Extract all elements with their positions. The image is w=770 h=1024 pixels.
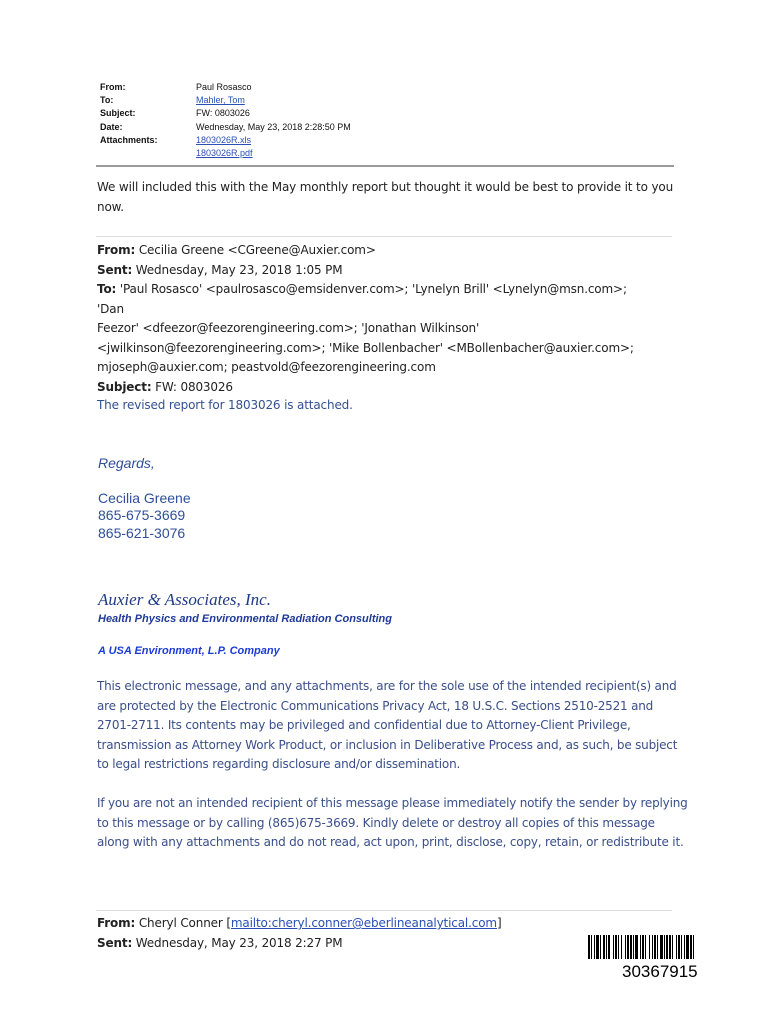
- forwarded-header: [97, 241, 657, 397]
- earlier-sent-value: Wednesday, May 23, 2018 2:27 PM: [132, 935, 343, 950]
- fwd-to-line-4: mjoseph@auxier.com; peastvold@feezorengineering.com: [97, 360, 436, 374]
- header-subject-label: Subject:: [100, 108, 136, 118]
- legal-p1-line: transmission as Attorney Work Product, or inclusion in Deliberative Process and, as such, be subject: [97, 737, 678, 752]
- header-divider: [96, 165, 674, 167]
- legal-paragraph-1: [97, 677, 677, 775]
- legal-p2-line: to this message or by calling (865)675-3669. Kindly delete or destroy all copies of this message: [97, 815, 655, 830]
- header-subject-value: FW: 0803026: [196, 108, 250, 118]
- fwd-from-value: Cecilia Greene <CGreene@Auxier.com>: [135, 243, 376, 257]
- fwd-subject-label: Subject:: [97, 379, 152, 394]
- forwarded-message: The revised report for 1803026 is attached.: [97, 398, 353, 412]
- header-date-value: Wednesday, May 23, 2018 2:28:50 PM: [196, 122, 351, 132]
- legal-p1-line: This electronic message, and any attachments, are for the sole use of the intended recipient(s) and: [97, 679, 677, 693]
- signature-name: Cecilia Greene: [98, 490, 191, 506]
- signature-regards: Regards,: [98, 455, 155, 471]
- company-tagline: Health Physics and Environmental Radiation Consulting: [98, 613, 392, 625]
- legal-p1-line: are protected by the Electronic Communications Privacy Act, 18 U.S.C. Sections 2510-2521 and: [97, 698, 654, 713]
- earlier-divider: [96, 910, 672, 911]
- barcode-number: 30367915: [622, 962, 698, 981]
- header-to-label: To:: [100, 95, 114, 105]
- earlier-from-name: Cheryl Conner [: [135, 916, 231, 930]
- signature-phone-1: 865-675-3669: [98, 507, 186, 523]
- fwd-sent-value: Wednesday, May 23, 2018 1:05 PM: [132, 262, 343, 277]
- intro-line-2: now.: [97, 199, 124, 214]
- company-name: Auxier & Associates, Inc.: [98, 590, 271, 609]
- intro-line-1: We will included this with the May monthly report but thought it would be best to provide it to you: [97, 180, 674, 194]
- header-from-value: Paul Rosasco: [196, 82, 252, 92]
- fwd-to-line-1: 'Paul Rosasco' <paulrosasco@emsidenver.com>; 'Lynelyn Brill' <Lynelyn@msn.com>; 'Dan: [97, 282, 627, 316]
- signature-phone-2: 865-621-3076: [98, 525, 186, 541]
- header-date-label: Date:: [100, 122, 123, 132]
- fwd-subject-value: FW: 0803026: [151, 379, 233, 394]
- legal-p1-line: 2701-2711. Its contents may be privileged and confidential due to Attorney-Client Privilege,: [97, 718, 631, 732]
- fwd-to-line-3: <jwilkinson@feezorengineering.com>; 'Mike Bollenbacher' <MBollenbacher@auxier.com>;: [97, 340, 634, 355]
- barcode-image: [588, 935, 734, 959]
- earlier-from-close: ]: [496, 916, 502, 930]
- legal-p1-line: to legal restrictions regarding disclosure and/or dissemination.: [97, 757, 461, 771]
- intro-text: [97, 178, 673, 217]
- earlier-sent-label: Sent:: [97, 935, 133, 950]
- header-attachments-label: Attachments:: [100, 135, 158, 145]
- attachment-link-pdf[interactable]: 1803026R.pdf: [196, 148, 253, 158]
- attachment-link-xls[interactable]: 1803026R.xls: [196, 135, 252, 145]
- legal-p2-line: along with any attachments and do not read, act upon, print, disclose, copy, retain, or redistribute it.: [97, 835, 684, 849]
- fwd-from-label: From:: [97, 243, 136, 257]
- fwd-sent-label: Sent:: [97, 262, 133, 277]
- earlier-header: [97, 914, 502, 953]
- earlier-mailto-link[interactable]: mailto:cheryl.conner@eberlineanalytical.com: [230, 916, 497, 930]
- legal-p2-line: If you are not an intended recipient of this message please immediately notify the sender by replying: [97, 796, 688, 810]
- earlier-from-label: From:: [97, 916, 136, 930]
- fwd-to-line-2: Feezor' <dfeezor@feezorengineering.com>; 'Jonathan Wilkinson': [97, 321, 480, 335]
- forward-divider: [96, 236, 672, 237]
- header-to-link[interactable]: Mahler, Tom: [196, 95, 245, 105]
- fwd-to-label: To:: [97, 282, 117, 296]
- legal-paragraph-2: [97, 794, 688, 853]
- parent-company: A USA Environment, L.P. Company: [98, 645, 280, 657]
- header-from-label: From:: [100, 82, 126, 92]
